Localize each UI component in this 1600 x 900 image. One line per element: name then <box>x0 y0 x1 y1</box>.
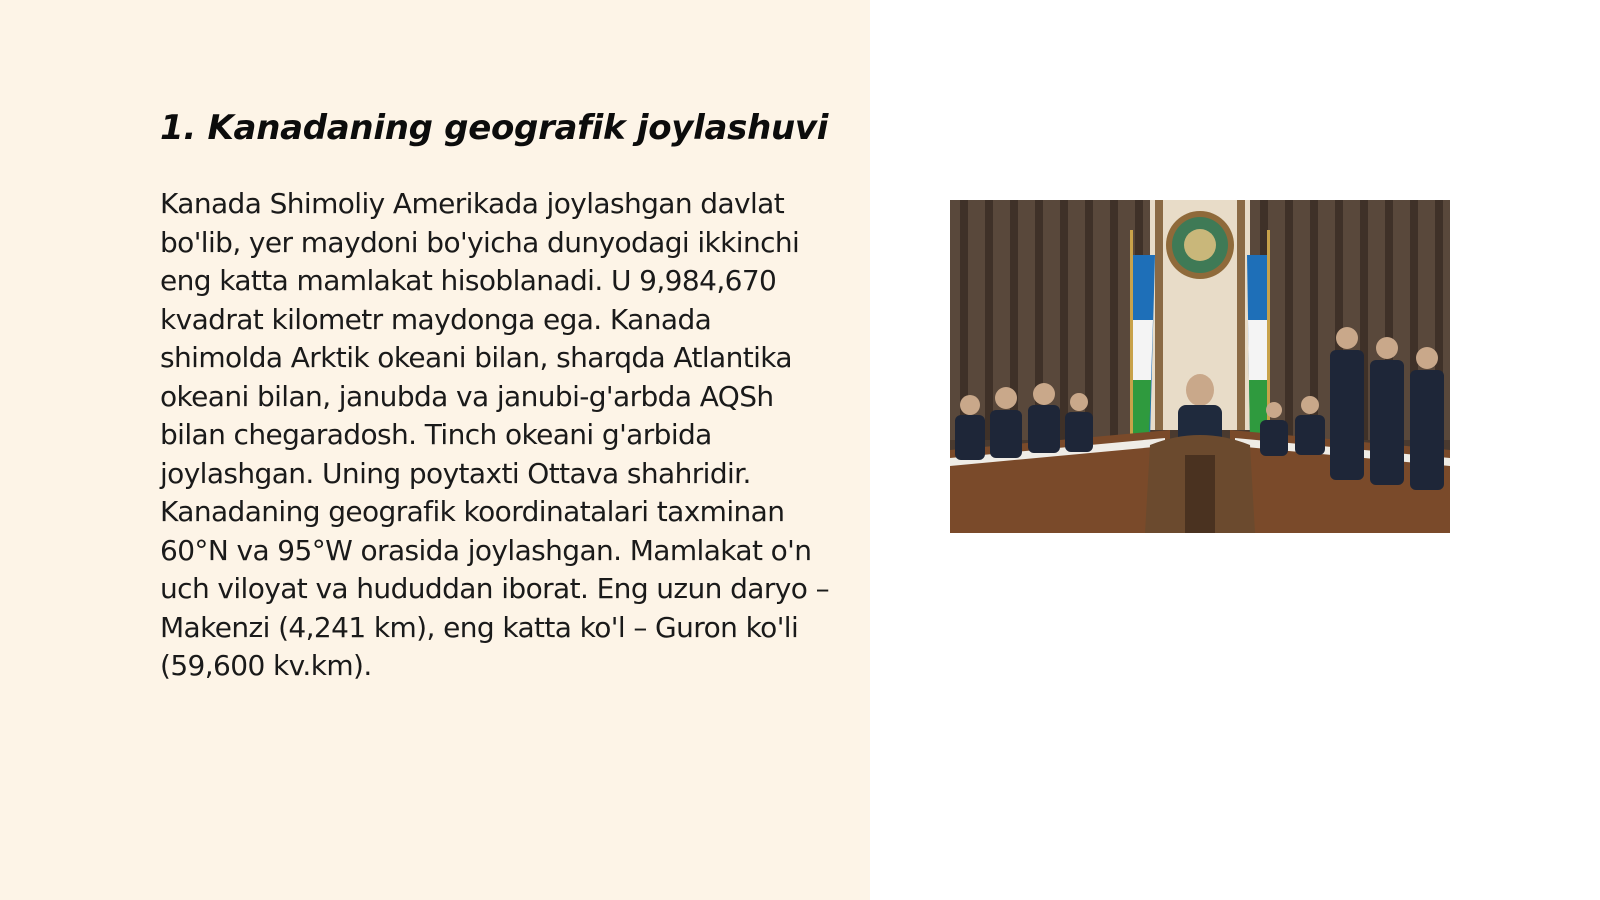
slide-body-text: Kanada Shimoliy Amerikada joylashgan davlat bo'lib, yer maydoni bo'yicha dunyodagi ikkinchi eng katta mamlakat hisoblanadi. U 9,984,670 kvadrat kilometr maydonga ega. Kanada shimolda Arktik okeani bilan, sharqda Atlantika okeani bilan, janubda va janubi-g'arbda AQSh bilan chegaradosh. Tinch okeani g'arbida joylashgan. Uning poytaxti Ottava shahridir. Kanadaning geografik koordinatalari taxminan 60°N va 95°W orasida joylashgan. Mamlakat o'n uch viloyat va hududdan iborat. Eng uzun daryo – Makenzi (4,241 km), eng katta ko'l – Guron ko'li (59,600 kv.km). <box>160 187 829 682</box>
meeting-photo-illustration <box>950 200 1450 533</box>
meeting-room-photo <box>950 200 1450 533</box>
slide-title: 1. Kanadaning geografik joylashuvi <box>160 108 829 148</box>
curtain-left <box>950 200 1150 440</box>
